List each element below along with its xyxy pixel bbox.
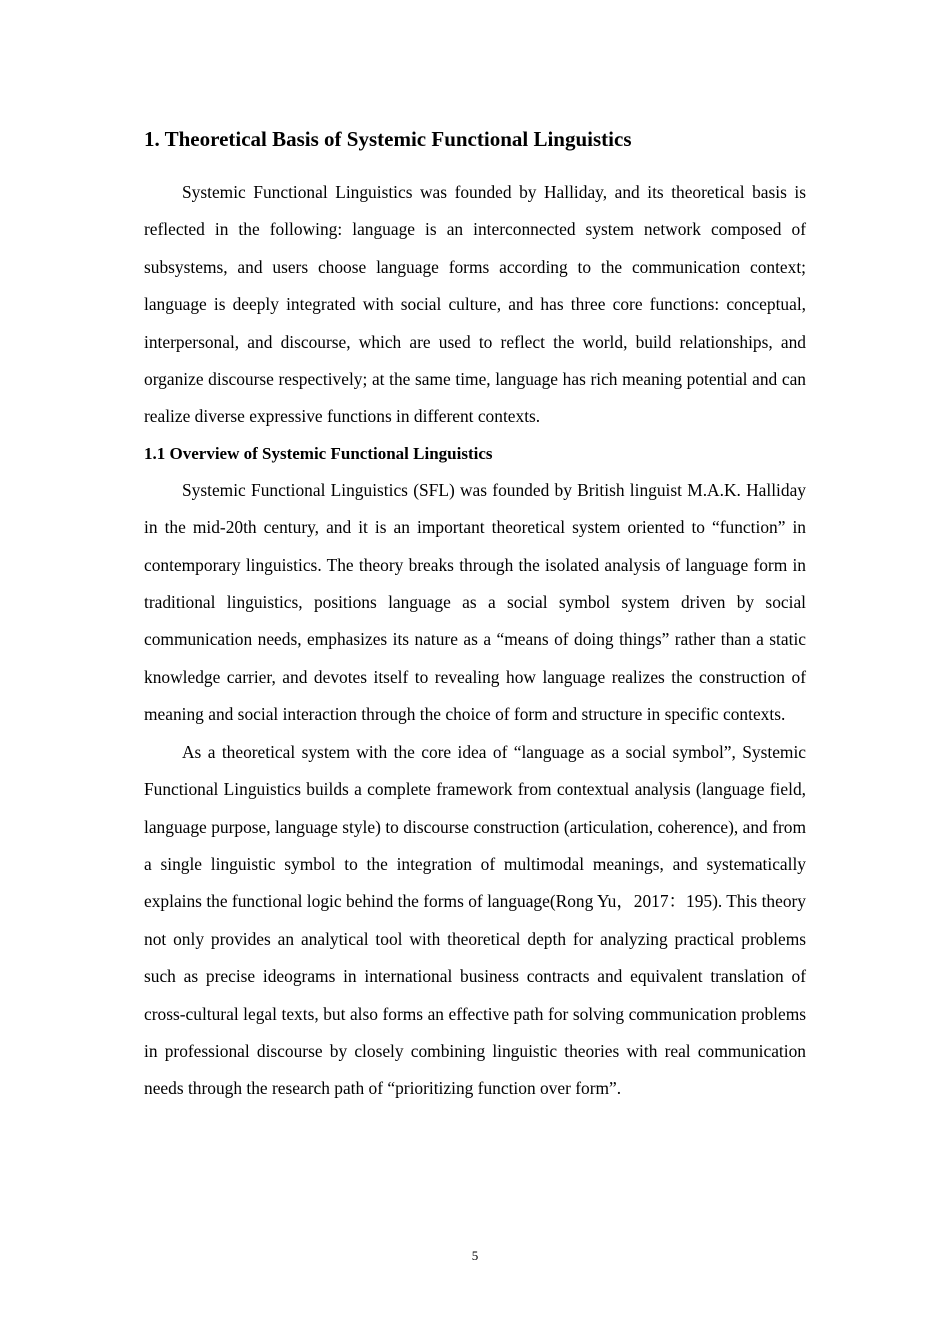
page-number: 5 — [471, 1248, 479, 1263]
subsection-heading: 1.1 Overview of Systemic Functional Linguistics — [144, 443, 493, 463]
body-paragraph-2: As a theoretical system with the core idea of “language as a social symbol”, Systemic Functional Linguistics builds a complete framework from contextual analysis (language field, language purpose, language style) to discourse construction (articulation, coherence), and from a single linguistic symbol to the integration of multimodal meanings, and systematically explains the functional logic behind the forms of language(Rong Yu，2017：195). This theory not only provides an analytical tool with theoretical depth for analyzing practical problems such as precise ideograms in international business contracts and equivalent translation of cross-cultural legal texts, but also forms an effective path for solving communication problems in professional discourse by closely combining linguistic theories with real communication needs through the research path of “prioritizing function over form”. — [144, 741, 806, 1099]
document-page — [144, 120, 806, 1108]
body-paragraph-1: Systemic Functional Linguistics (SFL) was founded by British linguist M.A.K. Halliday in the mid-20th century, and it is an important theoretical system oriented to “function” in contemporary linguistics. The theory breaks through the isolated analysis of language form in traditional linguistics, positions language as a social symbol system driven by social communication needs, emphasizes its nature as a “means of doing things” rather than a static knowledge carrier, and devotes itself to revealing how language realizes the construction of meaning and social interaction through the choice of form and structure in specific contexts. — [144, 479, 806, 725]
intro-paragraph: Systemic Functional Linguistics was founded by Halliday, and its theoretical basis is reflected in the following: language is an interconnected system network composed of subsystems, and users choose language forms according to the communication context; language is deeply integrated with social culture, and has three core functions: conceptual, interpersonal, and discourse, which are used to reflect the world, build relationships, and organize discourse respectively; at the same time, language has rich meaning potential and can realize diverse expressive functions in different contexts. — [144, 182, 806, 427]
section-heading: 1. Theoretical Basis of Systemic Functional Linguistics — [144, 127, 632, 151]
